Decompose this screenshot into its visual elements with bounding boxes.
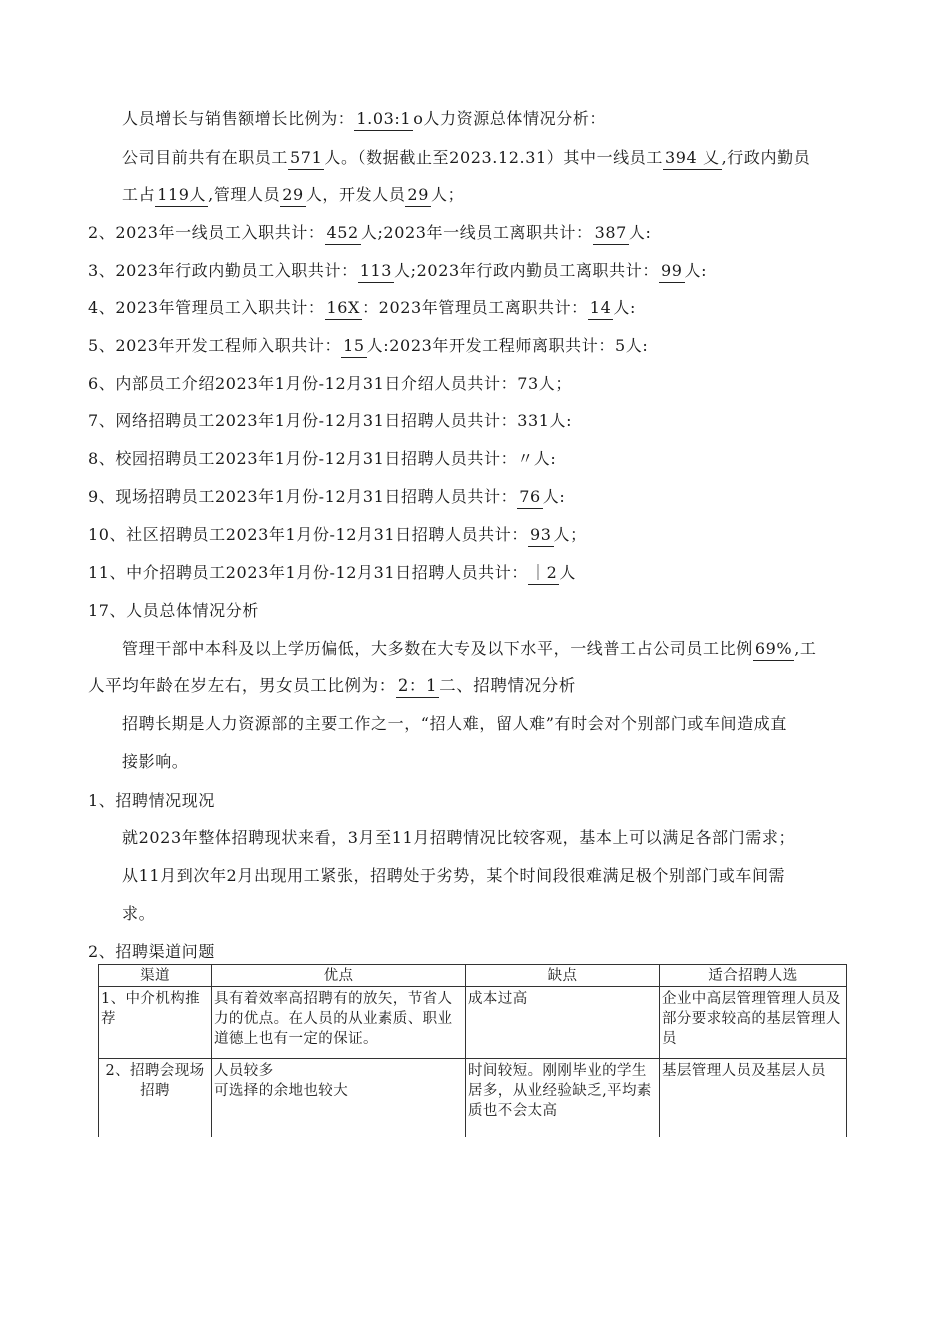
column-header-suitable: 适合招聘人选 — [660, 965, 847, 987]
paragraph-status-2: 从11月到次年2月出现用工紧张，招聘处于劣势，某个时间段很难满足极个别部门或车间需 — [122, 866, 786, 885]
item-4-managers: 4、2023年管理员工入职共计： 16X ：2023年管理员工离职共计： 14 人: — [88, 297, 636, 320]
frontline-ratio-value: 69% — [753, 638, 794, 661]
frontline-hired-value: 452 — [325, 222, 361, 245]
frontline-staff-value: 394 乂 — [663, 147, 722, 170]
subheading-channel-issues: 2、招聘渠道问题 — [88, 942, 215, 961]
managers-hired-value: 16X — [325, 297, 363, 320]
cell-suitable: 基层管理人员及基层人员 — [660, 1059, 847, 1137]
item-5-engineers: 5、2023年开发工程师入职共计： 15 人:2023年开发工程师离职共计：5人: — [88, 335, 648, 358]
paragraph-headcount: 公司目前共有在职员工 571 人。（数据截止至2023.12.31）其中一线员工 394 乂 ,行政内勤员 — [122, 147, 810, 170]
cell-pros: 人员较多 可选择的余地也较大 — [212, 1059, 466, 1137]
managers-left-value: 14 — [588, 297, 614, 320]
cell-channel: 2、招聘会现场招聘 — [99, 1059, 212, 1137]
paragraph-growth-ratio: 人员增长与销售额增长比例为： 1.03:1 o人力资源总体情况分析： — [122, 108, 606, 131]
paragraph-headcount-cont: 工占 119人 ,管理人员 29 人，开发人员 29 人； — [122, 184, 464, 207]
item-9-onsite: 9、现场招聘员工2023年1月份-12月31日招聘人员共计： 76 人: — [88, 486, 565, 509]
cell-suitable: 企业中高层管理管理人员及部分要求较高的基层管理人员 — [660, 987, 847, 1059]
cell-pros: 具有着效率高招聘有的放矢，节省人力的优点。在人员的从业素质、职业道德上也有一定的保证。 — [212, 987, 466, 1059]
table-header-row — [99, 965, 847, 987]
total-staff-value: 571 — [288, 147, 324, 170]
column-header-pros: 优点 — [212, 965, 466, 987]
managers-value: 29 — [280, 184, 306, 207]
item-2-frontline: 2、2023年一线员工入职共计： 452 人;2023年一线员工离职共计： 387 人: — [88, 222, 652, 245]
table-row — [99, 1059, 847, 1137]
channel-table — [98, 964, 847, 1137]
item-7-online: 7、网络招聘员工2023年1月份-12月31日招聘人员共计：331人: — [88, 411, 573, 430]
paragraph-education: 管理干部中本科及以上学历偏低，大多数在大专及以下水平，一线普工占公司员工比例 69% ,工 — [122, 638, 816, 661]
growth-ratio-value: 1.03:1 — [354, 108, 413, 131]
paragraph-status-1: 就2023年整体招聘现状来看，3月至11月招聘情况比较客观，基本上可以满足各部门需求； — [122, 828, 796, 847]
section-heading-overall: 17、人员总体情况分析 — [88, 601, 259, 620]
cell-cons: 成本过高 — [466, 987, 660, 1059]
agency-hired-value: ｜2 — [528, 562, 559, 585]
community-hired-value: 93 — [528, 524, 554, 547]
item-3-admin: 3、2023年行政内勤员工入职共计： 113 人;2023年行政内勤员工离职共计： 99 人: — [88, 260, 707, 283]
section-heading-recruitment: 二、招聘情况分析 — [439, 676, 576, 695]
engineers-hired-value: 15 — [341, 335, 367, 358]
paragraph-status-3: 求。 — [122, 904, 156, 923]
admin-hired-value: 113 — [358, 260, 394, 283]
frontline-left-value: 387 — [593, 222, 629, 245]
cell-channel: 1、中介机构推荐 — [99, 987, 212, 1059]
item-8-campus: 8、校园招聘员工2023年1月份-12月31日招聘人员共计：〃人: — [88, 449, 557, 468]
subheading-recruitment-status: 1、招聘情况现况 — [88, 791, 215, 810]
admin-staff-value: 119人 — [155, 184, 208, 207]
item-6-referral: 6、内部员工介绍2023年1月份-12月31日介绍人员共计：73人； — [88, 374, 572, 393]
gender-ratio-value: 2：1 — [396, 675, 439, 698]
column-header-cons: 缺点 — [466, 965, 660, 987]
onsite-hired-value: 76 — [517, 486, 543, 509]
paragraph-gender-ratio: 人平均年龄在岁左右，男女员工比例为： 2：1 二、招聘情况分析 — [88, 675, 576, 698]
table-row — [99, 987, 847, 1059]
cell-cons: 时间较短。刚刚毕业的学生居多，从业经验缺乏,平均素质也不会太高 — [466, 1059, 660, 1137]
admin-left-value: 99 — [659, 260, 685, 283]
paragraph-recruitment-intro-cont: 接影响。 — [122, 752, 189, 771]
developers-value: 29 — [405, 184, 431, 207]
column-header-channel: 渠道 — [99, 965, 212, 987]
paragraph-recruitment-intro: 招聘长期是人力资源部的主要工作之一，“招人难，留人难”有时会对个别部门或车间造成直 — [122, 714, 787, 733]
item-10-community: 10、社区招聘员工2023年1月份-12月31日招聘人员共计： 93 人； — [88, 524, 587, 547]
item-11-agency: 11、中介招聘员工2023年1月份-12月31日招聘人员共计： ｜2 人 — [88, 562, 576, 585]
